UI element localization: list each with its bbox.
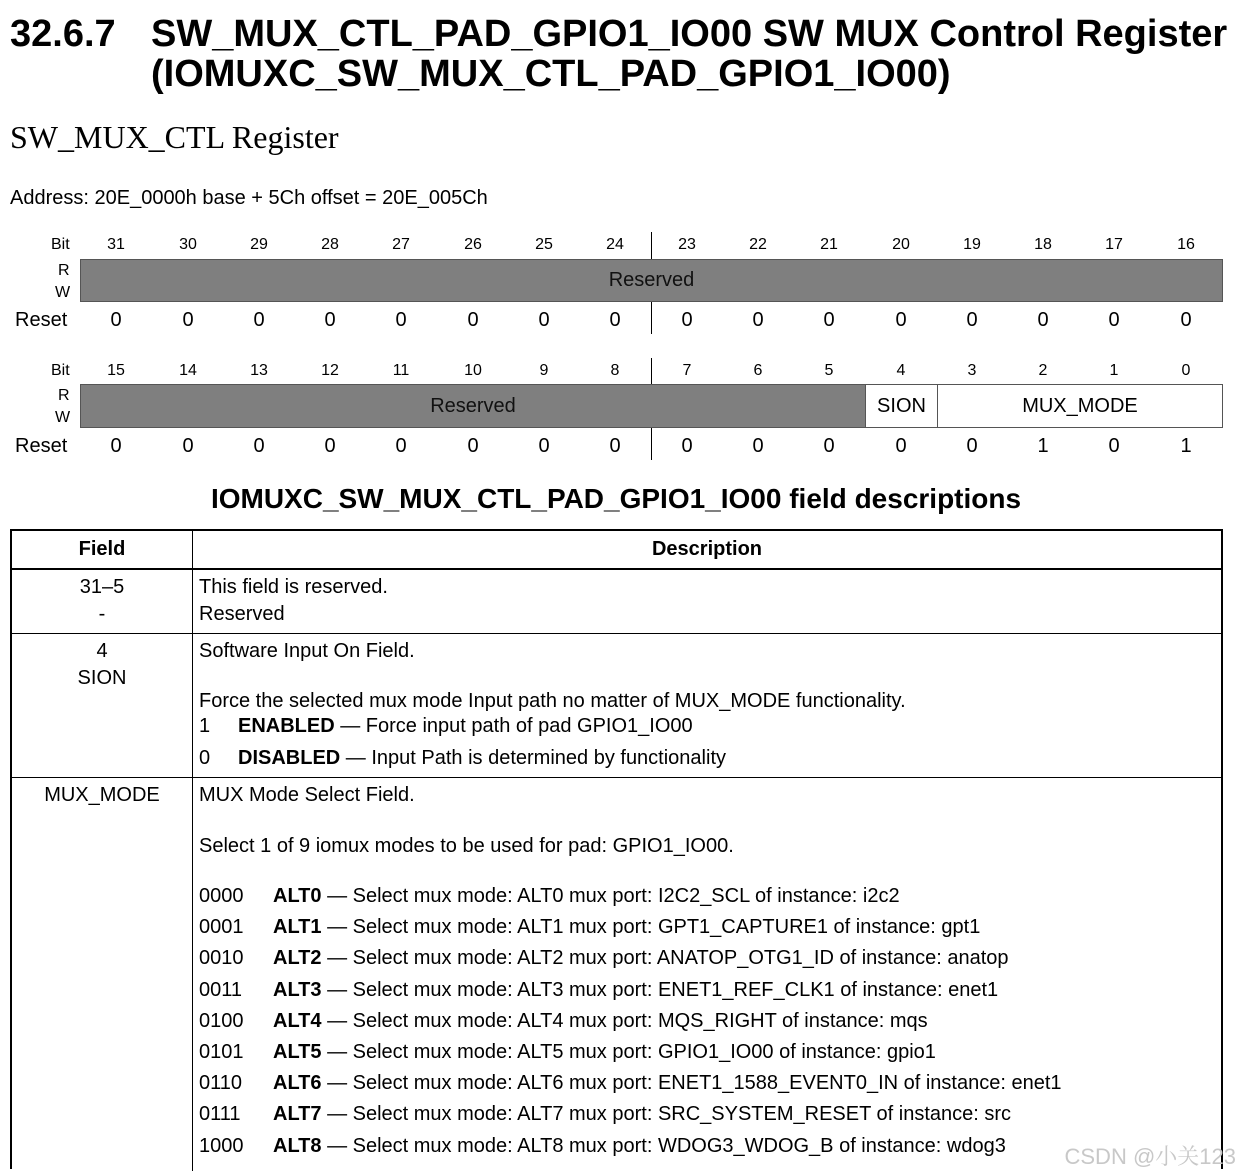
- bit-number: 24: [606, 236, 624, 253]
- reset-value: 0: [182, 435, 194, 457]
- reset-value: 0: [395, 435, 407, 457]
- upper-byte-divider-top: [651, 232, 652, 259]
- reset-value: 0: [1037, 309, 1049, 331]
- reset-value: 0: [752, 435, 764, 457]
- value-text: — Select mux mode: ALT0 mux port: I2C2_SCL of instance: i2c2: [321, 885, 900, 907]
- bit-number: 7: [682, 362, 692, 379]
- value-code: 0010: [199, 947, 244, 970]
- bit-number: 10: [464, 362, 482, 379]
- mux-mode-value: [199, 1039, 936, 1065]
- reset-value: 0: [609, 435, 621, 457]
- row-muxmode-detail: Select 1 of 9 iomux modes to be used for pad: GPIO1_IO00.: [199, 835, 734, 857]
- reset-value: 0: [110, 435, 122, 457]
- value-code: 1000: [199, 1134, 244, 1157]
- field-description-table: [10, 529, 1223, 1169]
- bit-number: 12: [321, 362, 339, 379]
- upper-reserved-field: Reserved: [80, 259, 1223, 302]
- value-name: DISABLED: [238, 747, 341, 769]
- register-address: Address: 20E_0000h base + 5Ch offset = 20E_005Ch: [10, 187, 488, 209]
- bit-number: 29: [250, 236, 268, 253]
- reset-value: 0: [966, 309, 978, 331]
- value-text: — Select mux mode: ALT5 mux port: GPIO1_IO00 of instance: gpio1: [321, 1041, 936, 1063]
- header-field: Field: [78, 538, 126, 560]
- reset-value: 0: [895, 435, 907, 457]
- value-name: ALT7: [273, 1103, 322, 1126]
- row-reserved-line-1: This field is reserved.: [199, 576, 388, 598]
- value-code: 0011: [199, 978, 243, 1001]
- bit-number: 16: [1177, 236, 1195, 253]
- bit-number: 5: [824, 362, 834, 379]
- bit-number: 2: [1038, 362, 1048, 379]
- bit-number: 19: [963, 236, 981, 253]
- w-label-lower: W: [55, 409, 71, 426]
- reset-label-upper: Reset: [15, 309, 68, 331]
- bit-number: 28: [321, 236, 339, 253]
- bit-number: 14: [179, 362, 197, 379]
- reset-value: 0: [467, 309, 479, 331]
- value-code: 0111: [199, 1103, 241, 1126]
- lower-byte-divider-bottom: [651, 428, 652, 460]
- bit-number: 8: [610, 362, 620, 379]
- reset-value: 0: [182, 309, 194, 331]
- bit-number: 26: [464, 236, 482, 253]
- bit-number: 6: [753, 362, 763, 379]
- row-sion-detail: Force the selected mux mode Input path no matter of MUX_MODE functionality.: [199, 690, 906, 712]
- reset-value: 0: [395, 309, 407, 331]
- bit-number: 22: [749, 236, 767, 253]
- bit-number: 4: [896, 362, 906, 379]
- bit-number: 18: [1034, 236, 1052, 253]
- sion-value-enabled: [199, 713, 693, 739]
- value-text: — Select mux mode: ALT1 mux port: GPT1_CAPTURE1 of instance: gpt1: [321, 916, 981, 939]
- header-description: Description: [651, 538, 763, 560]
- value-text: — Select mux mode: ALT3 mux port: ENET1_REF_CLK1 of instance: enet1: [321, 978, 999, 1001]
- row-sion-summary: Software Input On Field.: [199, 640, 415, 662]
- bit-number: 3: [967, 362, 977, 379]
- r-label-upper: R: [58, 262, 70, 279]
- bit-number: 0: [1181, 362, 1191, 379]
- reset-value: 0: [253, 435, 265, 457]
- mux-mode-value: [199, 914, 980, 940]
- value-text: — Select mux mode: ALT4 mux port: MQS_RIGHT of instance: mqs: [321, 1009, 928, 1032]
- reset-value: 0: [681, 435, 693, 457]
- row-divider-1: [12, 633, 1221, 634]
- bit-number: 13: [250, 362, 268, 379]
- row-sion-bits: 4: [96, 640, 108, 662]
- sion-value-disabled: [199, 745, 726, 771]
- reset-value: 0: [609, 309, 621, 331]
- value-name: ALT4: [273, 1009, 322, 1032]
- value-name: ALT1: [273, 916, 322, 939]
- reset-value: 0: [966, 435, 978, 457]
- bit-number: 20: [892, 236, 910, 253]
- mux-mode-value: [199, 945, 1009, 971]
- value-code: 1: [199, 715, 211, 737]
- reset-value: 1: [1180, 435, 1192, 457]
- value-name: ALT8: [273, 1134, 322, 1157]
- reset-value: 0: [538, 435, 550, 457]
- subheading: SW_MUX_CTL Register: [10, 119, 339, 155]
- reset-value: 0: [895, 309, 907, 331]
- upper-byte-divider-bottom: [651, 302, 652, 334]
- reset-value: 0: [538, 309, 550, 331]
- reset-value: 0: [467, 435, 479, 457]
- reset-value: 0: [1180, 309, 1192, 331]
- reset-value: 0: [253, 309, 265, 331]
- value-text: — Select mux mode: ALT2 mux port: ANATOP_OTG1_ID of instance: anatop: [321, 947, 1009, 970]
- w-label-upper: W: [55, 284, 71, 301]
- reset-value: 0: [324, 435, 336, 457]
- header-divider: [12, 568, 1221, 570]
- reset-value: 1: [1037, 435, 1049, 457]
- row-muxmode-summary: MUX Mode Select Field.: [199, 784, 415, 806]
- row-sion-name: SION: [77, 667, 127, 689]
- value-name: ALT0: [273, 885, 322, 907]
- value-code: 0110: [199, 1072, 243, 1095]
- bit-number: 31: [107, 236, 125, 253]
- value-text: — Input Path is determined by functionality: [340, 747, 726, 769]
- bit-number: 27: [392, 236, 410, 253]
- value-code: 0100: [199, 1009, 244, 1032]
- reset-value: 0: [1108, 309, 1120, 331]
- lower-byte-divider-top: [651, 358, 652, 384]
- sion-field: SION: [865, 384, 938, 428]
- reset-value: 0: [324, 309, 336, 331]
- value-text: — Select mux mode: ALT7 mux port: SRC_SYSTEM_RESET of instance: src: [321, 1103, 1012, 1126]
- mux-mode-value: [199, 883, 900, 909]
- value-name: ENABLED: [238, 715, 335, 737]
- value-text: — Select mux mode: ALT8 mux port: WDOG3_WDOG_B of instance: wdog3: [321, 1134, 1006, 1157]
- value-name: ALT5: [273, 1041, 322, 1063]
- reset-value: 0: [110, 309, 122, 331]
- mux-mode-value: [199, 1101, 1011, 1127]
- lower-reserved-field: Reserved: [80, 384, 866, 428]
- value-code: 0101: [199, 1041, 244, 1063]
- value-name: ALT2: [273, 947, 322, 970]
- value-code: 0000: [199, 885, 244, 907]
- section-title: SW_MUX_CTL_PAD_GPIO1_IO00 SW MUX Control Register (IOMUXC_SW_MUX_CTL_PAD_GPIO1_IO00): [151, 13, 1228, 95]
- bit-number: 17: [1105, 236, 1123, 253]
- watermark: CSDN @小关123: [1064, 1144, 1236, 1169]
- bit-number: 15: [107, 362, 125, 379]
- reset-value: 0: [1108, 435, 1120, 457]
- value-code: 0: [199, 747, 211, 769]
- mux-mode-value: [199, 1133, 1006, 1159]
- value-code: 0001: [199, 916, 244, 939]
- bit-number: 23: [678, 236, 696, 253]
- value-text: — Select mux mode: ALT6 mux port: ENET1_1588_EVENT0_IN of instance: enet1: [321, 1072, 1062, 1095]
- section-number: 32.6.7: [10, 13, 116, 55]
- value-name: ALT3: [273, 978, 322, 1001]
- bit-number: 25: [535, 236, 553, 253]
- row-muxmode-name: MUX_MODE: [44, 784, 160, 806]
- reset-value: 0: [681, 309, 693, 331]
- mux-mode-value: [199, 1008, 928, 1034]
- reset-value: 0: [823, 435, 835, 457]
- bit-number: 9: [539, 362, 549, 379]
- reset-value: 0: [752, 309, 764, 331]
- table-title: IOMUXC_SW_MUX_CTL_PAD_GPIO1_IO00 field descriptions: [210, 483, 1022, 514]
- reset-value: 0: [823, 309, 835, 331]
- value-text: — Force input path of pad GPIO1_IO00: [334, 715, 693, 737]
- row-reserved-line-2: Reserved: [199, 603, 285, 625]
- r-label-lower: R: [58, 387, 70, 404]
- row-reserved-bits: 31–5: [79, 576, 125, 598]
- reset-label-lower: Reset: [15, 435, 68, 457]
- bit-label-lower: Bit: [51, 362, 70, 379]
- bit-label-upper: Bit: [51, 236, 70, 253]
- mux-mode-value: [199, 1070, 1062, 1096]
- bit-number: 21: [820, 236, 838, 253]
- mux-mode-field: MUX_MODE: [937, 384, 1223, 428]
- value-name: ALT6: [273, 1072, 322, 1095]
- bit-number: 1: [1109, 362, 1119, 379]
- row-reserved-name: -: [98, 603, 106, 625]
- column-divider: [192, 531, 193, 1171]
- bit-number: 11: [392, 362, 410, 379]
- bit-number: 30: [179, 236, 197, 253]
- mux-mode-value: [199, 977, 998, 1003]
- row-divider-2: [12, 777, 1221, 778]
